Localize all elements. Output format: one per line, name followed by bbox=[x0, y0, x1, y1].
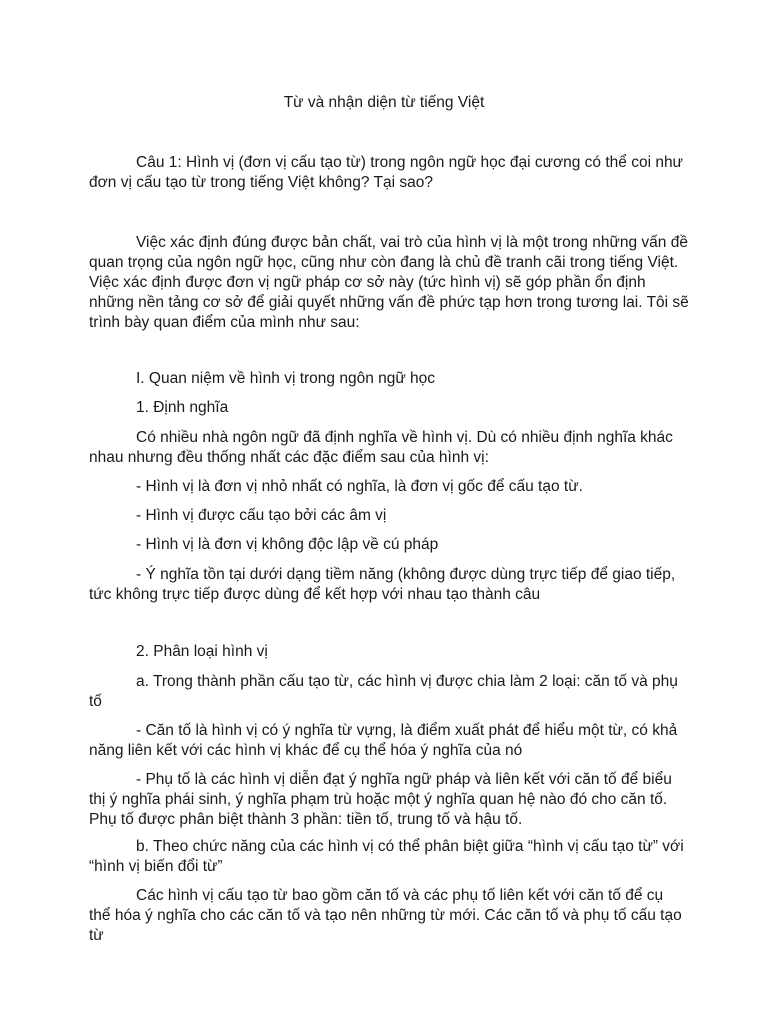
bullet-item: - Hình vị là đơn vị không độc lập về cú pháp bbox=[136, 536, 439, 553]
subsection-heading-definition: 1. Định nghĩa bbox=[136, 399, 229, 416]
bullet-item: - Hình vị là đơn vị nhỏ nhất có nghĩa, là đơn vị gốc để cấu tạo từ. bbox=[136, 478, 583, 495]
definition-intro-paragraph: Có nhiều nhà ngôn ngữ đã định nghĩa về hình vị. Dù có nhiều định nghĩa khác nhau nhưng đều thống nhất các đặc điểm sau của hình vị: bbox=[89, 429, 673, 466]
root-definition-paragraph: - Căn tố là hình vị có ý nghĩa từ vựng, là điểm xuất phát để hiểu một từ, có khả năng liên kết với các hình vị khác để cụ thể hóa ý nghĩa của nó bbox=[89, 722, 678, 759]
classification-b-paragraph: b. Theo chức năng của các hình vị có thể phân biệt giữa “hình vị cấu tạo từ” với “hình vị biến đổi từ” bbox=[89, 838, 684, 875]
word-formation-paragraph: Các hình vị cấu tạo từ bao gồm căn tố và các phụ tố liên kết với căn tố để cụ thể hóa ý nghĩa cho các căn tố và tạo nên những từ mới. Các căn tố và phụ tố cấu tạo từ bbox=[89, 887, 682, 944]
classification-a-paragraph: a. Trong thành phần cấu tạo từ, các hình vị được chia làm 2 loại: căn tố và phụ tố bbox=[89, 673, 678, 710]
intro-paragraph: Việc xác định đúng được bản chất, vai trò của hình vị là một trong những vấn đề quan trọng của ngôn ngữ học, cũng như còn đang là chủ đề tranh cãi trong tiếng Việt. Việc xác định được đơn vị ngữ pháp cơ sở này (tức hình vị) sẽ góp phần ổn định những nền tảng cơ sở để giải quyết những vấn đề phức tạp hơn trong tương lai. Tôi sẽ trình bày quan điểm của mình như sau: bbox=[89, 234, 689, 331]
subsection-heading-classification: 2. Phân loại hình vị bbox=[136, 643, 268, 660]
bullet-item: - Ý nghĩa tồn tại dưới dạng tiềm năng (không được dùng trực tiếp để giao tiếp, tức không trực tiếp được dùng để kết hợp với nhau tạo thành câu bbox=[89, 566, 676, 603]
question-paragraph: Câu 1: Hình vị (đơn vị cấu tạo từ) trong ngôn ngữ học đại cương có thể coi như đơn vị cấu tạo từ trong tiếng Việt không? Tại sao? bbox=[89, 154, 683, 191]
section-heading: I. Quan niệm về hình vị trong ngôn ngữ học bbox=[136, 370, 436, 387]
bullet-item: - Hình vị được cấu tạo bởi các âm vị bbox=[136, 507, 387, 524]
affix-definition-paragraph: - Phụ tố là các hình vị diễn đạt ý nghĩa ngữ pháp và liên kết với căn tố để biểu thị ý nghĩa phái sinh, ý nghĩa phạm trù hoặc một ý nghĩa quan hệ nào đó cho căn tố. Phụ tố được phân biệt thành 3 phần: tiền tố, trung tố và hậu tố. bbox=[89, 771, 672, 828]
document-title: Từ và nhận diện từ tiếng Việt bbox=[283, 94, 485, 111]
